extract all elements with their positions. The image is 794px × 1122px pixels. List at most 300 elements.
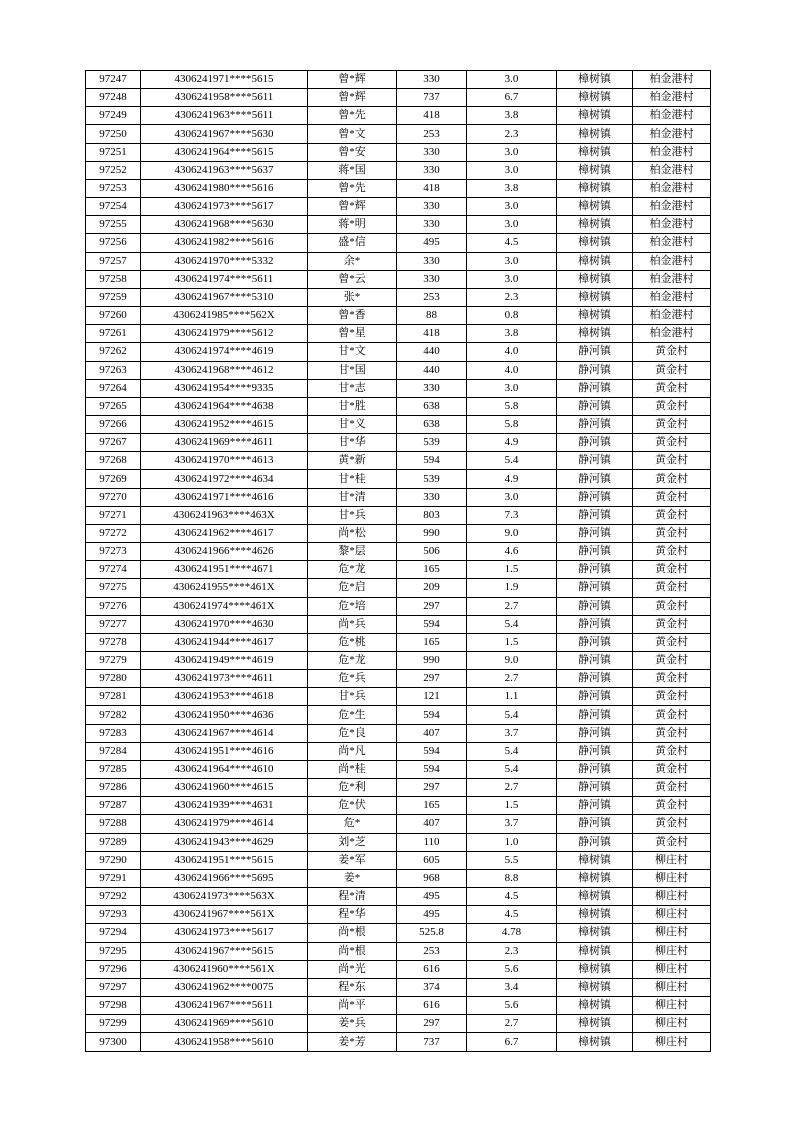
cell-serial-number: 97289 (86, 833, 141, 851)
cell-town: 静河镇 (557, 506, 633, 524)
table-row (86, 89, 711, 107)
cell-name: 蒋*明 (308, 216, 397, 234)
table-row (86, 125, 711, 143)
cell-town: 静河镇 (557, 815, 633, 833)
cell-village: 柏金港村 (633, 143, 711, 161)
cell-village: 柳庄村 (633, 906, 711, 924)
cell-id-number: 4306241967****5630 (141, 125, 308, 143)
cell-serial-number: 97266 (86, 415, 141, 433)
cell-serial-number: 97259 (86, 288, 141, 306)
cell-id-number: 4306241967****5611 (141, 996, 308, 1014)
cell-serial-number: 97282 (86, 706, 141, 724)
table-row (86, 579, 711, 597)
table-row (86, 996, 711, 1014)
cell-village: 黄金村 (633, 561, 711, 579)
table-row (86, 869, 711, 887)
cell-id-number: 4306241963****463X (141, 506, 308, 524)
cell-area: 5.5 (467, 851, 557, 869)
cell-name: 危*兵 (308, 670, 397, 688)
cell-name: 黎*层 (308, 543, 397, 561)
cell-area: 6.7 (467, 89, 557, 107)
cell-village: 柏金港村 (633, 270, 711, 288)
cell-id-number: 4306241969****4611 (141, 434, 308, 452)
table-row (86, 506, 711, 524)
cell-amount: 594 (397, 760, 467, 778)
cell-area: 4.0 (467, 361, 557, 379)
cell-amount: 594 (397, 706, 467, 724)
cell-amount: 165 (397, 633, 467, 651)
cell-name: 姜*军 (308, 851, 397, 869)
cell-village: 黄金村 (633, 434, 711, 452)
table-row (86, 325, 711, 343)
table-row (86, 179, 711, 197)
cell-amount: 495 (397, 906, 467, 924)
cell-id-number: 4306241968****4612 (141, 361, 308, 379)
cell-amount: 638 (397, 415, 467, 433)
cell-id-number: 4306241968****5630 (141, 216, 308, 234)
cell-town: 樟树镇 (557, 1033, 633, 1052)
cell-area: 2.7 (467, 597, 557, 615)
cell-village: 黄金村 (633, 543, 711, 561)
cell-serial-number: 97256 (86, 234, 141, 252)
cell-amount: 990 (397, 524, 467, 542)
cell-area: 5.6 (467, 960, 557, 978)
cell-id-number: 4306241951****4616 (141, 742, 308, 760)
cell-town: 静河镇 (557, 415, 633, 433)
cell-name: 甘*兵 (308, 688, 397, 706)
cell-serial-number: 97247 (86, 71, 141, 89)
cell-area: 1.0 (467, 833, 557, 851)
cell-serial-number: 97267 (86, 434, 141, 452)
cell-name: 危*伏 (308, 797, 397, 815)
table-row (86, 1033, 711, 1052)
cell-area: 3.0 (467, 71, 557, 89)
cell-id-number: 4306241974****4619 (141, 343, 308, 361)
cell-area: 0.8 (467, 307, 557, 325)
cell-village: 黄金村 (633, 415, 711, 433)
cell-name: 尚*平 (308, 996, 397, 1014)
cell-serial-number: 97293 (86, 906, 141, 924)
cell-amount: 495 (397, 888, 467, 906)
cell-amount: 638 (397, 397, 467, 415)
cell-id-number: 4306241951****4671 (141, 561, 308, 579)
cell-town: 静河镇 (557, 397, 633, 415)
cell-amount: 594 (397, 742, 467, 760)
cell-serial-number: 97285 (86, 760, 141, 778)
cell-amount: 616 (397, 996, 467, 1014)
cell-serial-number: 97276 (86, 597, 141, 615)
cell-amount: 330 (397, 143, 467, 161)
cell-area: 4.78 (467, 924, 557, 942)
cell-village: 柏金港村 (633, 216, 711, 234)
cell-id-number: 4306241985****562X (141, 307, 308, 325)
cell-area: 3.0 (467, 379, 557, 397)
cell-town: 樟树镇 (557, 888, 633, 906)
cell-amount: 407 (397, 724, 467, 742)
cell-village: 黄金村 (633, 579, 711, 597)
cell-name: 曾*星 (308, 325, 397, 343)
cell-name: 甘*国 (308, 361, 397, 379)
cell-amount: 330 (397, 270, 467, 288)
cell-name: 曾*香 (308, 307, 397, 325)
cell-village: 黄金村 (633, 615, 711, 633)
cell-town: 樟树镇 (557, 1015, 633, 1033)
cell-id-number: 4306241951****5615 (141, 851, 308, 869)
cell-id-number: 4306241962****0075 (141, 978, 308, 996)
cell-village: 柳庄村 (633, 942, 711, 960)
cell-village: 黄金村 (633, 760, 711, 778)
cell-name: 甘*华 (308, 434, 397, 452)
cell-village: 黄金村 (633, 524, 711, 542)
table-row (86, 888, 711, 906)
cell-name: 尚*松 (308, 524, 397, 542)
cell-amount: 440 (397, 343, 467, 361)
cell-area: 3.0 (467, 488, 557, 506)
cell-amount: 330 (397, 379, 467, 397)
cell-name: 曾*文 (308, 125, 397, 143)
cell-serial-number: 97269 (86, 470, 141, 488)
cell-serial-number: 97287 (86, 797, 141, 815)
cell-village: 黄金村 (633, 470, 711, 488)
cell-id-number: 4306241974****5611 (141, 270, 308, 288)
cell-name: 危*良 (308, 724, 397, 742)
cell-id-number: 4306241960****561X (141, 960, 308, 978)
table-row (86, 724, 711, 742)
cell-amount: 121 (397, 688, 467, 706)
cell-id-number: 4306241971****4616 (141, 488, 308, 506)
cell-village: 柏金港村 (633, 234, 711, 252)
cell-amount: 330 (397, 71, 467, 89)
cell-area: 4.5 (467, 906, 557, 924)
cell-name: 危*龙 (308, 561, 397, 579)
cell-town: 静河镇 (557, 615, 633, 633)
cell-serial-number: 97297 (86, 978, 141, 996)
cell-name: 程*东 (308, 978, 397, 996)
table-row (86, 452, 711, 470)
cell-serial-number: 97300 (86, 1033, 141, 1052)
table-row (86, 742, 711, 760)
cell-serial-number: 97268 (86, 452, 141, 470)
cell-village: 黄金村 (633, 833, 711, 851)
cell-town: 樟树镇 (557, 978, 633, 996)
table-row (86, 597, 711, 615)
table-row (86, 161, 711, 179)
cell-area: 5.4 (467, 760, 557, 778)
cell-town: 樟树镇 (557, 216, 633, 234)
cell-village: 柏金港村 (633, 107, 711, 125)
cell-town: 樟树镇 (557, 125, 633, 143)
cell-town: 樟树镇 (557, 161, 633, 179)
cell-village: 黄金村 (633, 343, 711, 361)
cell-id-number: 4306241971****5615 (141, 71, 308, 89)
cell-name: 黄*新 (308, 452, 397, 470)
cell-area: 9.0 (467, 524, 557, 542)
cell-amount: 407 (397, 815, 467, 833)
cell-name: 尚*桂 (308, 760, 397, 778)
cell-area: 9.0 (467, 652, 557, 670)
cell-serial-number: 97283 (86, 724, 141, 742)
cell-village: 柳庄村 (633, 960, 711, 978)
cell-area: 3.0 (467, 270, 557, 288)
cell-area: 3.8 (467, 107, 557, 125)
cell-amount: 539 (397, 434, 467, 452)
table-row (86, 488, 711, 506)
cell-amount: 253 (397, 288, 467, 306)
cell-amount: 968 (397, 869, 467, 887)
table-row (86, 670, 711, 688)
cell-amount: 253 (397, 942, 467, 960)
cell-village: 黄金村 (633, 488, 711, 506)
cell-village: 柏金港村 (633, 125, 711, 143)
cell-amount: 418 (397, 179, 467, 197)
cell-town: 樟树镇 (557, 325, 633, 343)
table-row (86, 107, 711, 125)
cell-id-number: 4306241966****5695 (141, 869, 308, 887)
table-row (86, 779, 711, 797)
cell-id-number: 4306241973****4611 (141, 670, 308, 688)
table-row (86, 924, 711, 942)
cell-serial-number: 97271 (86, 506, 141, 524)
cell-serial-number: 97290 (86, 851, 141, 869)
subsidy-table (85, 70, 711, 1052)
table-row (86, 71, 711, 89)
cell-town: 静河镇 (557, 670, 633, 688)
cell-serial-number: 97284 (86, 742, 141, 760)
cell-area: 1.1 (467, 688, 557, 706)
cell-name: 姜*芳 (308, 1033, 397, 1052)
table-row (86, 216, 711, 234)
cell-town: 静河镇 (557, 597, 633, 615)
cell-village: 柏金港村 (633, 307, 711, 325)
cell-name: 张* (308, 288, 397, 306)
cell-village: 柏金港村 (633, 179, 711, 197)
cell-name: 尚*根 (308, 942, 397, 960)
cell-amount: 803 (397, 506, 467, 524)
cell-serial-number: 97275 (86, 579, 141, 597)
cell-town: 静河镇 (557, 760, 633, 778)
cell-town: 樟树镇 (557, 234, 633, 252)
cell-area: 4.5 (467, 888, 557, 906)
cell-town: 樟树镇 (557, 851, 633, 869)
cell-town: 静河镇 (557, 779, 633, 797)
cell-serial-number: 97273 (86, 543, 141, 561)
cell-serial-number: 97258 (86, 270, 141, 288)
cell-serial-number: 97296 (86, 960, 141, 978)
table-row (86, 379, 711, 397)
cell-serial-number: 97253 (86, 179, 141, 197)
cell-name: 危*桃 (308, 633, 397, 651)
cell-area: 3.0 (467, 161, 557, 179)
cell-area: 5.4 (467, 742, 557, 760)
cell-town: 静河镇 (557, 706, 633, 724)
cell-name: 甘*义 (308, 415, 397, 433)
cell-serial-number: 97278 (86, 633, 141, 651)
cell-village: 黄金村 (633, 742, 711, 760)
cell-id-number: 4306241967****561X (141, 906, 308, 924)
cell-id-number: 4306241949****4619 (141, 652, 308, 670)
cell-area: 3.7 (467, 815, 557, 833)
cell-area: 1.5 (467, 633, 557, 651)
cell-name: 甘*兵 (308, 506, 397, 524)
cell-amount: 165 (397, 797, 467, 815)
cell-name: 曾*安 (308, 143, 397, 161)
cell-amount: 209 (397, 579, 467, 597)
cell-id-number: 4306241974****461X (141, 597, 308, 615)
cell-village: 柳庄村 (633, 996, 711, 1014)
cell-area: 5.8 (467, 397, 557, 415)
cell-town: 樟树镇 (557, 179, 633, 197)
cell-serial-number: 97264 (86, 379, 141, 397)
cell-village: 柳庄村 (633, 851, 711, 869)
cell-serial-number: 97263 (86, 361, 141, 379)
cell-id-number: 4306241972****4634 (141, 470, 308, 488)
cell-name: 蒋*国 (308, 161, 397, 179)
cell-town: 樟树镇 (557, 252, 633, 270)
cell-name: 危*生 (308, 706, 397, 724)
cell-amount: 110 (397, 833, 467, 851)
cell-village: 黄金村 (633, 652, 711, 670)
cell-town: 静河镇 (557, 797, 633, 815)
cell-town: 樟树镇 (557, 107, 633, 125)
cell-amount: 374 (397, 978, 467, 996)
cell-id-number: 4306241980****5616 (141, 179, 308, 197)
cell-village: 黄金村 (633, 361, 711, 379)
cell-town: 樟树镇 (557, 906, 633, 924)
table-row (86, 415, 711, 433)
cell-amount: 330 (397, 488, 467, 506)
table-row (86, 906, 711, 924)
cell-id-number: 4306241970****5332 (141, 252, 308, 270)
cell-town: 樟树镇 (557, 89, 633, 107)
cell-town: 樟树镇 (557, 71, 633, 89)
cell-name: 刘*芝 (308, 833, 397, 851)
cell-village: 柏金港村 (633, 71, 711, 89)
cell-village: 柳庄村 (633, 1015, 711, 1033)
cell-serial-number: 97295 (86, 942, 141, 960)
table-body (86, 71, 711, 1052)
cell-amount: 297 (397, 1015, 467, 1033)
cell-name: 曾*先 (308, 107, 397, 125)
cell-village: 柏金港村 (633, 161, 711, 179)
cell-town: 樟树镇 (557, 924, 633, 942)
cell-area: 1.9 (467, 579, 557, 597)
cell-town: 樟树镇 (557, 198, 633, 216)
cell-id-number: 4306241963****5637 (141, 161, 308, 179)
cell-town: 静河镇 (557, 452, 633, 470)
cell-serial-number: 97298 (86, 996, 141, 1014)
table-row (86, 960, 711, 978)
cell-amount: 737 (397, 1033, 467, 1052)
table-row (86, 706, 711, 724)
cell-area: 4.6 (467, 543, 557, 561)
table-row (86, 942, 711, 960)
cell-area: 2.7 (467, 779, 557, 797)
cell-name: 曾*辉 (308, 71, 397, 89)
cell-serial-number: 97248 (86, 89, 141, 107)
cell-town: 樟树镇 (557, 996, 633, 1014)
cell-amount: 330 (397, 161, 467, 179)
cell-name: 曾*辉 (308, 89, 397, 107)
cell-village: 柳庄村 (633, 924, 711, 942)
cell-amount: 539 (397, 470, 467, 488)
table-row (86, 288, 711, 306)
cell-name: 尚*凡 (308, 742, 397, 760)
cell-id-number: 4306241960****4615 (141, 779, 308, 797)
cell-name: 姜*兵 (308, 1015, 397, 1033)
cell-serial-number: 97250 (86, 125, 141, 143)
cell-area: 2.3 (467, 942, 557, 960)
cell-name: 危*启 (308, 579, 397, 597)
cell-serial-number: 97251 (86, 143, 141, 161)
table-row (86, 615, 711, 633)
cell-serial-number: 97260 (86, 307, 141, 325)
cell-amount: 330 (397, 252, 467, 270)
table-row (86, 1015, 711, 1033)
cell-village: 黄金村 (633, 724, 711, 742)
table-row (86, 434, 711, 452)
cell-id-number: 4306241964****4610 (141, 760, 308, 778)
cell-amount: 495 (397, 234, 467, 252)
table-row (86, 234, 711, 252)
cell-serial-number: 97265 (86, 397, 141, 415)
cell-serial-number: 97286 (86, 779, 141, 797)
cell-area: 5.4 (467, 452, 557, 470)
cell-name: 甘*文 (308, 343, 397, 361)
cell-id-number: 4306241964****5615 (141, 143, 308, 161)
table-row (86, 361, 711, 379)
table-row (86, 470, 711, 488)
cell-amount: 594 (397, 615, 467, 633)
cell-village: 黄金村 (633, 815, 711, 833)
cell-serial-number: 97291 (86, 869, 141, 887)
cell-area: 3.0 (467, 198, 557, 216)
cell-id-number: 4306241958****5610 (141, 1033, 308, 1052)
cell-serial-number: 97270 (86, 488, 141, 506)
cell-town: 静河镇 (557, 488, 633, 506)
cell-name: 余* (308, 252, 397, 270)
cell-area: 3.8 (467, 179, 557, 197)
cell-village: 黄金村 (633, 397, 711, 415)
cell-amount: 506 (397, 543, 467, 561)
cell-area: 3.0 (467, 143, 557, 161)
cell-name: 曾*云 (308, 270, 397, 288)
table-row (86, 688, 711, 706)
cell-id-number: 4306241966****4626 (141, 543, 308, 561)
cell-serial-number: 97255 (86, 216, 141, 234)
cell-area: 4.9 (467, 434, 557, 452)
cell-amount: 297 (397, 597, 467, 615)
cell-serial-number: 97249 (86, 107, 141, 125)
cell-serial-number: 97277 (86, 615, 141, 633)
cell-id-number: 4306241973****5617 (141, 198, 308, 216)
cell-id-number: 4306241953****4618 (141, 688, 308, 706)
cell-name: 程*华 (308, 906, 397, 924)
cell-id-number: 4306241979****4614 (141, 815, 308, 833)
cell-name: 曾*辉 (308, 198, 397, 216)
cell-name: 姜* (308, 869, 397, 887)
cell-area: 5.4 (467, 615, 557, 633)
cell-town: 静河镇 (557, 633, 633, 651)
cell-amount: 165 (397, 561, 467, 579)
table-row (86, 760, 711, 778)
table-row (86, 343, 711, 361)
cell-name: 盛*信 (308, 234, 397, 252)
cell-village: 黄金村 (633, 506, 711, 524)
cell-serial-number: 97262 (86, 343, 141, 361)
cell-serial-number: 97279 (86, 652, 141, 670)
cell-town: 静河镇 (557, 524, 633, 542)
cell-village: 柏金港村 (633, 252, 711, 270)
